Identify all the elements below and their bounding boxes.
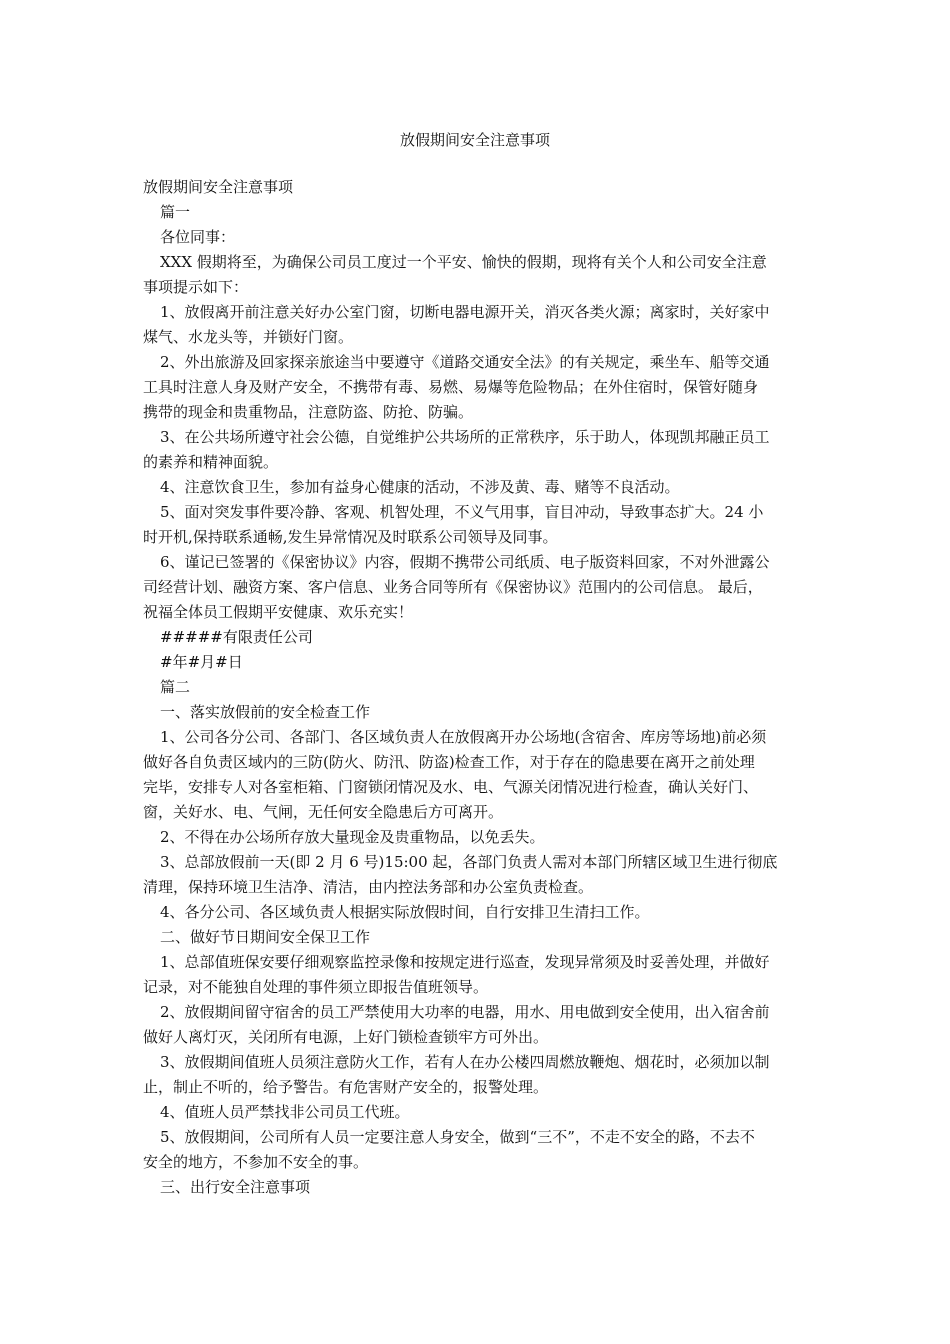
text-line: 2、外出旅游及回家探亲旅途当中要遵守《道路交通安全法》的有关规定，乘坐车、船等交通 [160, 353, 770, 371]
text-line: 止，制止不听的，给予警告。有危害财产安全的，报警处理。 [143, 1078, 549, 1096]
text-line: 三、出行安全注意事项 [160, 1178, 311, 1196]
text-line: 3、放假期间值班人员须注意防火工作，若有人在办公楼四周燃放鞭炮、烟花时，必须加以制 [160, 1053, 770, 1071]
text-line: 6、谨记已签署的《保密协议》内容，假期不携带公司纸质、电子版资料回家，不对外泄露公 [160, 553, 770, 571]
text-line: 完毕，安排专人对各室柜箱、门窗锁闭情况及水、电、气源关闭情况进行检查，确认关好门、 [143, 778, 759, 796]
text-line: 1、放假离开前注意关好办公室门窗，切断电器电源开关，消灭各类火源；离家时，关好家中 [160, 303, 770, 321]
text-line: 煤气、水龙头等，并锁好门窗。 [143, 328, 354, 346]
text-line: 1、公司各分公司、各部门、各区域负责人在放假离开办公场地(含宿舍、库房等场地)前必须 [160, 728, 767, 746]
text-line: 各位同事： [160, 228, 236, 246]
text-line: 清理，保持环境卫生洁净、清洁，由内控法务部和办公室负责检查。 [143, 878, 594, 896]
text-line: 篇一 [160, 203, 191, 221]
text-line: 一、落实放假前的安全检查工作 [160, 703, 371, 721]
text-line: 4、值班人员严禁找非公司员工代班。 [160, 1103, 410, 1121]
text-line: 4、注意饮食卫生，参加有益身心健康的活动，不涉及黄、毒、赌等不良活动。 [160, 478, 680, 496]
text-line: #年#月#日 [160, 653, 243, 671]
document-title: 放假期间安全注意事项 [399, 131, 550, 149]
text-line: 3、在公共场所遵守社会公德，自觉维护公共场所的正常秩序，乐于助人，体现凯邦融正员工 [160, 428, 770, 446]
text-line: 放假期间安全注意事项 [143, 178, 294, 196]
text-line: 4、各分公司、各区域负责人根据实际放假时间，自行安排卫生清扫工作。 [160, 903, 650, 921]
document-body [143, 175, 809, 1200]
text-line: 5、放假期间，公司所有人员一定要注意人身安全，做到“三不”，不走不安全的路，不去不 [160, 1128, 755, 1146]
text-line: 的素养和精神面貌。 [143, 453, 279, 471]
text-line: #####有限责任公司 [160, 628, 313, 646]
text-line: 工具时注意人身及财产安全，不携带有毒、易燃、易爆等危险物品；在外住宿时，保管好随身 [143, 378, 759, 396]
text-line: 窗，关好水、电、气闸，无任何安全隐患后方可离开。 [143, 803, 504, 821]
text-line: 1、总部值班保安要仔细观察监控录像和按规定进行巡查，发现异常须及时妥善处理，并做好 [160, 953, 770, 971]
text-line: 司经营计划、融资方案、客户信息、业务合同等所有《保密协议》范围内的公司信息。 最后， [143, 578, 763, 596]
text-line: 事项提示如下： [143, 278, 249, 296]
text-line: 做好人离灯灭，关闭所有电源，上好门锁检查锁牢方可外出。 [143, 1028, 549, 1046]
text-line: 3、总部放假前一天(即 2 月 6 号)15:00 起，各部门负责人需对本部门所辖区域卫生进行彻底 [160, 853, 778, 871]
text-line: 二、做好节日期间安全保卫工作 [160, 928, 371, 946]
text-line: 记录，对不能独自处理的事件须立即报告值班领导。 [143, 978, 489, 996]
text-line: 2、不得在办公场所存放大量现金及贵重物品，以免丢失。 [160, 828, 545, 846]
text-line: 2、放假期间留守宿舍的员工严禁使用大功率的电器，用水、用电做到安全使用，出入宿舍前 [160, 1003, 770, 1021]
text-line: XXX 假期将至，为确保公司员工度过一个平安、愉快的假期，现将有关个人和公司安全注意 [160, 253, 767, 271]
text-line: 时开机,保持联系通畅,发生异常情况及时联系公司领导及同事。 [143, 528, 558, 546]
text-line: 祝福全体员工假期平安健康、欢乐充实！ [143, 603, 414, 621]
text-line: 安全的地方，不参加不安全的事。 [143, 1153, 369, 1171]
text-line: 做好各自负责区域内的三防(防火、防汛、防盗)检查工作，对于存在的隐患要在离开之前处理 [143, 753, 755, 771]
text-line: 携带的现金和贵重物品，注意防盗、防抢、防骗。 [143, 403, 474, 421]
text-line: 5、面对突发事件要冷静、客观、机智处理，不义气用事，盲目冲动，导致事态扩大。24 小 [160, 503, 764, 521]
text-line: 篇二 [160, 678, 191, 696]
